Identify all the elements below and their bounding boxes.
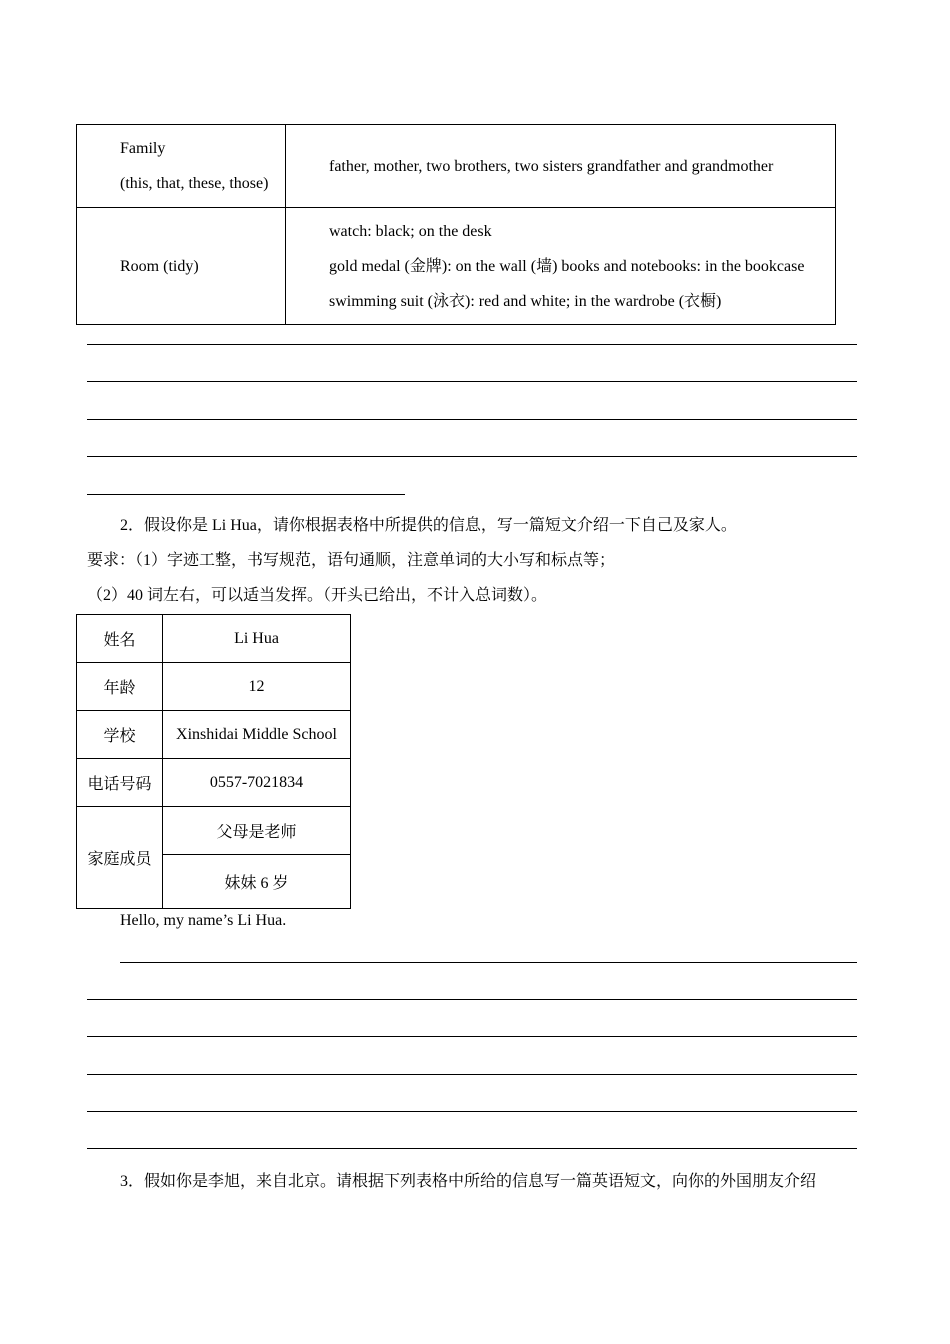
room-content-line: swimming suit (泳衣): red and white; in the wardrobe (衣橱) — [329, 292, 722, 310]
opening-sentence: Hello, my name’s Li Hua. — [120, 912, 287, 929]
answer-line[interactable] — [87, 1036, 857, 1037]
info-table-1 — [76, 124, 836, 325]
family-label: Family — [120, 140, 166, 157]
family-content: father, mother, two brothers, two sisters grandfather and grandmother — [329, 157, 774, 175]
info-table-2 — [76, 614, 351, 909]
question-2-requirement-1: 要求：（1）字迹工整，书写规范，语句通顺，注意单词的大小写和标点等； — [87, 552, 616, 569]
answer-line[interactable] — [87, 999, 857, 1000]
name-label: 姓名 — [77, 615, 163, 663]
family-members-sister: 妹妹 6 岁 — [163, 855, 351, 909]
room-content-line: watch: black; on the desk — [329, 222, 492, 240]
question-3-prompt: 3．假如你是李旭，来自北京。请根据下列表格中所给的信息写一篇英语短文，向你的外国朋友介绍 — [120, 1173, 817, 1190]
answer-line[interactable] — [87, 1111, 857, 1112]
answer-line[interactable] — [87, 456, 857, 457]
family-label-cell — [77, 125, 286, 208]
name-value: Li Hua — [163, 615, 351, 663]
answer-line[interactable] — [87, 1074, 857, 1075]
answer-line[interactable] — [87, 419, 857, 420]
school-value: Xinshidai Middle School — [163, 711, 351, 759]
room-label: Room (tidy) — [120, 257, 199, 275]
family-members-parents: 父母是老师 — [163, 807, 351, 855]
school-label: 学校 — [77, 711, 163, 759]
answer-line[interactable] — [120, 962, 857, 963]
room-label-cell — [77, 208, 286, 325]
answer-line[interactable] — [87, 381, 857, 382]
answer-line[interactable] — [87, 494, 405, 495]
age-value: 12 — [163, 663, 351, 711]
family-label-note: (this, that, these, those) — [120, 175, 269, 192]
phone-label: 电话号码 — [77, 759, 163, 807]
room-content-cell — [286, 208, 836, 325]
room-content-line: gold medal (金牌): on the wall (墙) books and notebooks: in the bookcase — [329, 257, 805, 275]
question-2-prompt: 2．假设你是 Li Hua，请你根据表格中所提供的信息，写一篇短文介绍一下自己及家人。 — [120, 517, 737, 534]
question-2-requirement-2: （2）40 词左右，可以适当发挥。（开头已给出，不计入总词数）。 — [87, 587, 548, 604]
age-label: 年龄 — [77, 663, 163, 711]
family-members-label: 家庭成员 — [77, 807, 163, 909]
answer-line[interactable] — [87, 344, 857, 345]
answer-line[interactable] — [87, 1148, 857, 1149]
phone-value: 0557-7021834 — [163, 759, 351, 807]
family-content-cell — [286, 125, 836, 208]
